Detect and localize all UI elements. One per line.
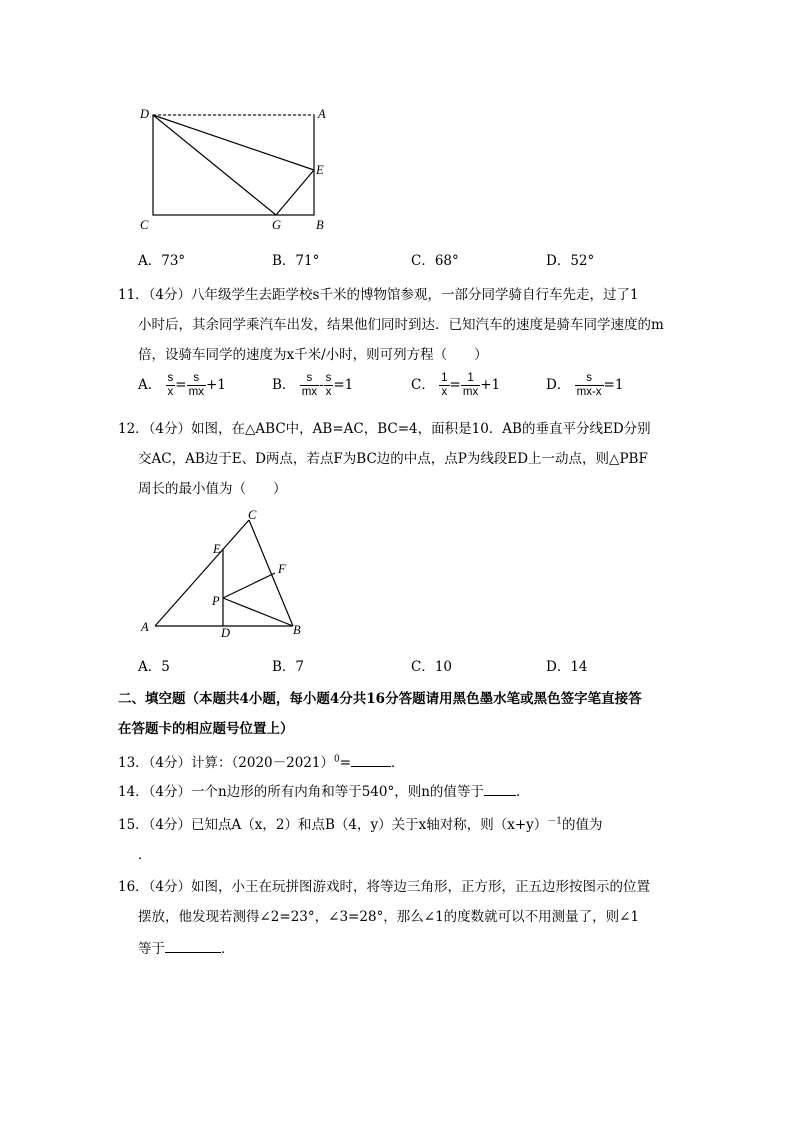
- segment-pf: [223, 573, 275, 598]
- segment-ac: [155, 520, 249, 626]
- segment-dg: [153, 115, 276, 215]
- q16-line2: 摆放，他发现若测得∠2=23°，∠3=28°，那么∠1的度数就可以不用测量了，则∠1: [138, 909, 640, 925]
- q12-option-d: D．14: [546, 659, 588, 675]
- q12-line2: 交AC，AB边于E、D两点，若点F为BC边的中点，点P为线段ED上一动点，则△PBF: [138, 451, 648, 467]
- label-d: D: [140, 107, 150, 121]
- q10-option-d: D．52°: [546, 253, 595, 269]
- label-g: G: [272, 218, 282, 232]
- label-b: B: [316, 218, 324, 232]
- segment-cb: [249, 520, 293, 626]
- section2-heading-line1: 二、填空题（本题共4小题，每小题4分共16分答题请用黑色墨水笔或黑色签字笔直接答: [118, 691, 642, 707]
- figure-triangle-abc: [135, 505, 315, 645]
- q11-line1: 11．（4分）八年级学生去距学校s千米的博物馆参观，一部分同学骑自行车先走，过了1: [118, 287, 639, 303]
- q12-option-a: A．5: [138, 659, 170, 675]
- label-p: P: [212, 594, 220, 608]
- label-a: A: [141, 620, 149, 634]
- label-c: C: [140, 218, 149, 232]
- rect-outline: [153, 115, 314, 215]
- q11-line3: 倍，设骑车同学的速度为x千米/小时，则可列方程（ ）: [138, 347, 488, 363]
- q16-line3: 等于 ．: [138, 941, 235, 957]
- q11-line2: 小时后，其余同学乘汽车出发，结果他们同时到达．已知汽车的速度是骑车同学速度的m: [138, 317, 664, 333]
- figure-rectangle-dcba: [130, 100, 340, 240]
- label-a: A: [318, 107, 326, 121]
- q12-option-b: B．7: [272, 659, 305, 675]
- q11-option-b: B． $\frac{s}{mx}$ - $\frac{s}{x}$ =1: [272, 372, 354, 398]
- label-e: E: [213, 542, 221, 556]
- q14-answer-blank: [484, 783, 516, 796]
- segment-de: [153, 115, 314, 170]
- q15-line2: ．: [138, 847, 152, 863]
- label-e: E: [316, 163, 324, 177]
- q13-answer-blank: [351, 754, 391, 767]
- label-c: C: [248, 508, 257, 522]
- q16-line1: 16．（4分）如图，小王在玩拼图游戏时，将等边三角形，正方形，正五边形按图示的位置: [118, 879, 651, 895]
- q11-option-d: D． $\frac{s}{mx-x}$ =1: [546, 372, 624, 398]
- label-d: D: [221, 626, 231, 640]
- label-b: B: [293, 623, 301, 637]
- q10-option-b: B．71°: [272, 253, 320, 269]
- q12-line3: 周长的最小值为（ ）: [138, 481, 287, 497]
- q14: 14．（4分）一个n边形的所有内角和等于540°，则n的值等于 ．: [118, 784, 530, 800]
- q12-line1: 12．（4分）如图，在△ABC中，AB=AC，BC=4，面积是10．AB的垂直平分线ED分别: [118, 421, 651, 437]
- q10-option-c: C．68°: [411, 253, 459, 269]
- q16-answer-blank: [165, 940, 221, 953]
- q12-option-c: C．10: [411, 659, 453, 675]
- q11-option-c: C． $\frac{1}{x}$ = $\frac{1}{mx}$ +1: [411, 372, 501, 398]
- q11-option-a: A． $\frac{s}{x}$ = $\frac{s}{mx}$ +1: [138, 372, 226, 398]
- section2-heading-line2: 在答题卡的相应题号位置上）: [118, 721, 294, 737]
- q13: 13．（4分）计算：$(2020-2021)^0=$ ．: [118, 754, 405, 771]
- label-f: F: [278, 562, 286, 576]
- segment-ge: [276, 170, 314, 215]
- q10-option-a: A．73°: [138, 253, 186, 269]
- q15: 15．（4分）已知点A（x，2）和点B（4，y）关于x轴对称，则$(x+y)^{-1}$的值为: [118, 816, 603, 833]
